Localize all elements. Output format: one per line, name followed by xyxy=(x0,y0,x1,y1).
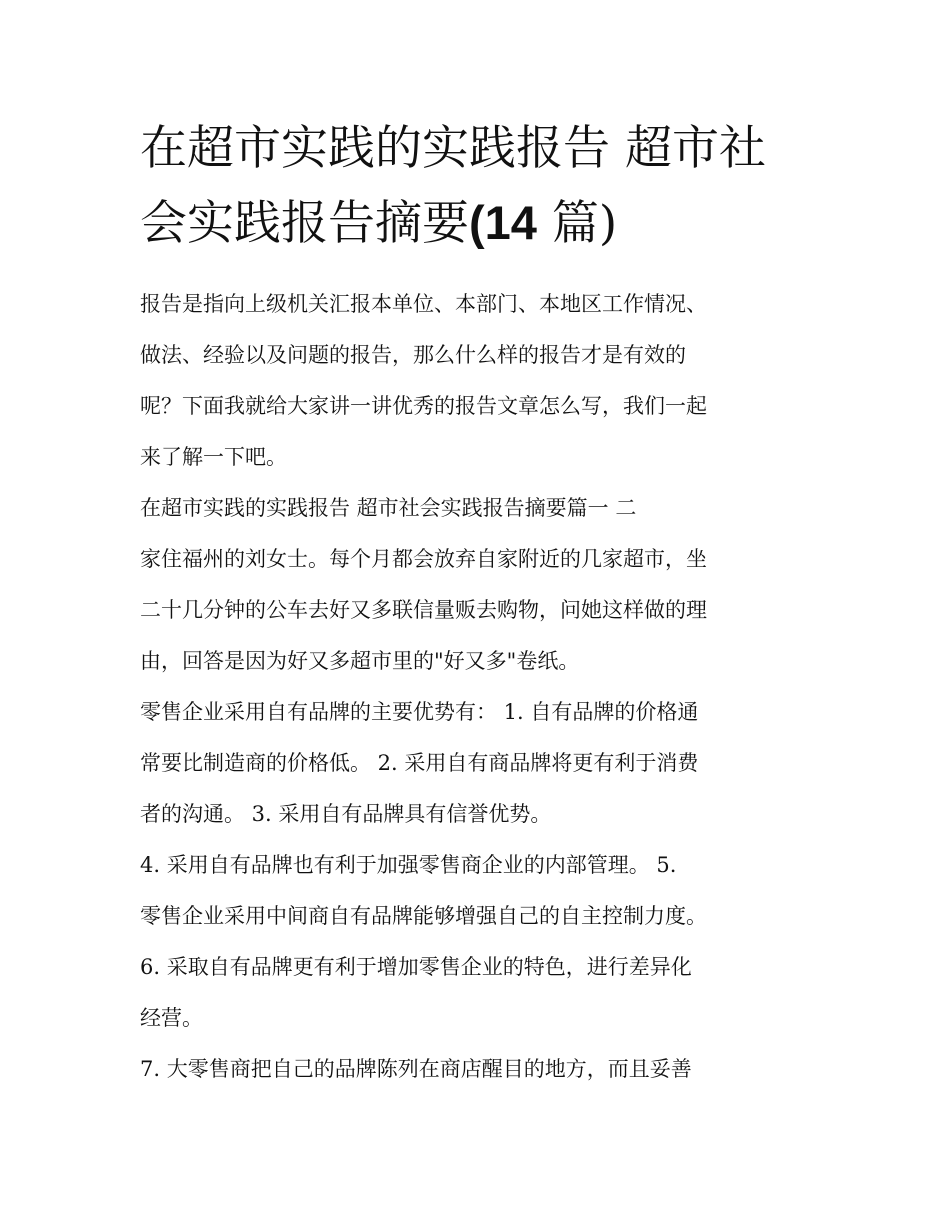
point-seven-paragraph xyxy=(140,1044,820,1095)
title-line-2-suffix: 篇) xyxy=(536,196,618,251)
advantages-continued-paragraph xyxy=(140,840,820,1044)
title-line-2-text: 会实践报告摘要 xyxy=(140,196,469,251)
paragraph-line: 由，回答是因为好又多超市里的"好又多"卷纸。 xyxy=(140,649,580,673)
intro-paragraph xyxy=(140,279,820,483)
paragraph-line: 经营。 xyxy=(140,1006,203,1030)
title-count: (14 xyxy=(469,196,537,249)
paragraph-line: 零售企业采用自有品牌的主要优势有： 1. 自有品牌的价格通 xyxy=(140,700,699,724)
paragraph-line: 7. 大零售商把自己的品牌陈列在商店醒目的地方，而且妥善 xyxy=(140,1057,692,1081)
section-heading xyxy=(140,483,820,534)
paragraph-line: 者的沟通。 3. 采用自有品牌具有信誉优势。 xyxy=(140,802,552,826)
document-title xyxy=(140,112,820,261)
paragraph-line: 来了解一下吧。 xyxy=(140,445,287,469)
document-page xyxy=(140,112,820,1095)
paragraph-line: 二十几分钟的公车去好又多联信量贩去购物，问她这样做的理 xyxy=(140,598,707,622)
title-line-1: 在超市实践的实践报告 超市社 xyxy=(140,121,766,176)
paragraph-line: 4. 采用自有品牌也有利于加强零售商企业的内部管理。 5. xyxy=(140,853,677,877)
advantages-paragraph xyxy=(140,687,820,840)
story-paragraph xyxy=(140,534,820,687)
paragraph-line: 6. 采取自有品牌更有利于增加零售企业的特色，进行差异化 xyxy=(140,955,692,979)
paragraph-line: 家住福州的刘女士。每个月都会放弃自家附近的几家超市，坐 xyxy=(140,547,707,571)
paragraph-line: 在超市实践的实践报告 超市社会实践报告摘要篇一 二 xyxy=(140,496,637,520)
paragraph-line: 零售企业采用中间商自有品牌能够增强自己的自主控制力度。 xyxy=(140,904,707,928)
paragraph-line: 呢？下面我就给大家讲一讲优秀的报告文章怎么写，我们一起 xyxy=(140,394,707,418)
paragraph-line: 做法、经验以及问题的报告，那么什么样的报告才是有效的 xyxy=(140,343,686,367)
paragraph-line: 常要比制造商的价格低。 2. 采用自有商品牌将更有利于消费 xyxy=(140,751,699,775)
title-line-2 xyxy=(140,186,820,261)
paragraph-line: 报告是指向上级机关汇报本单位、本部门、本地区工作情况、 xyxy=(140,292,707,316)
